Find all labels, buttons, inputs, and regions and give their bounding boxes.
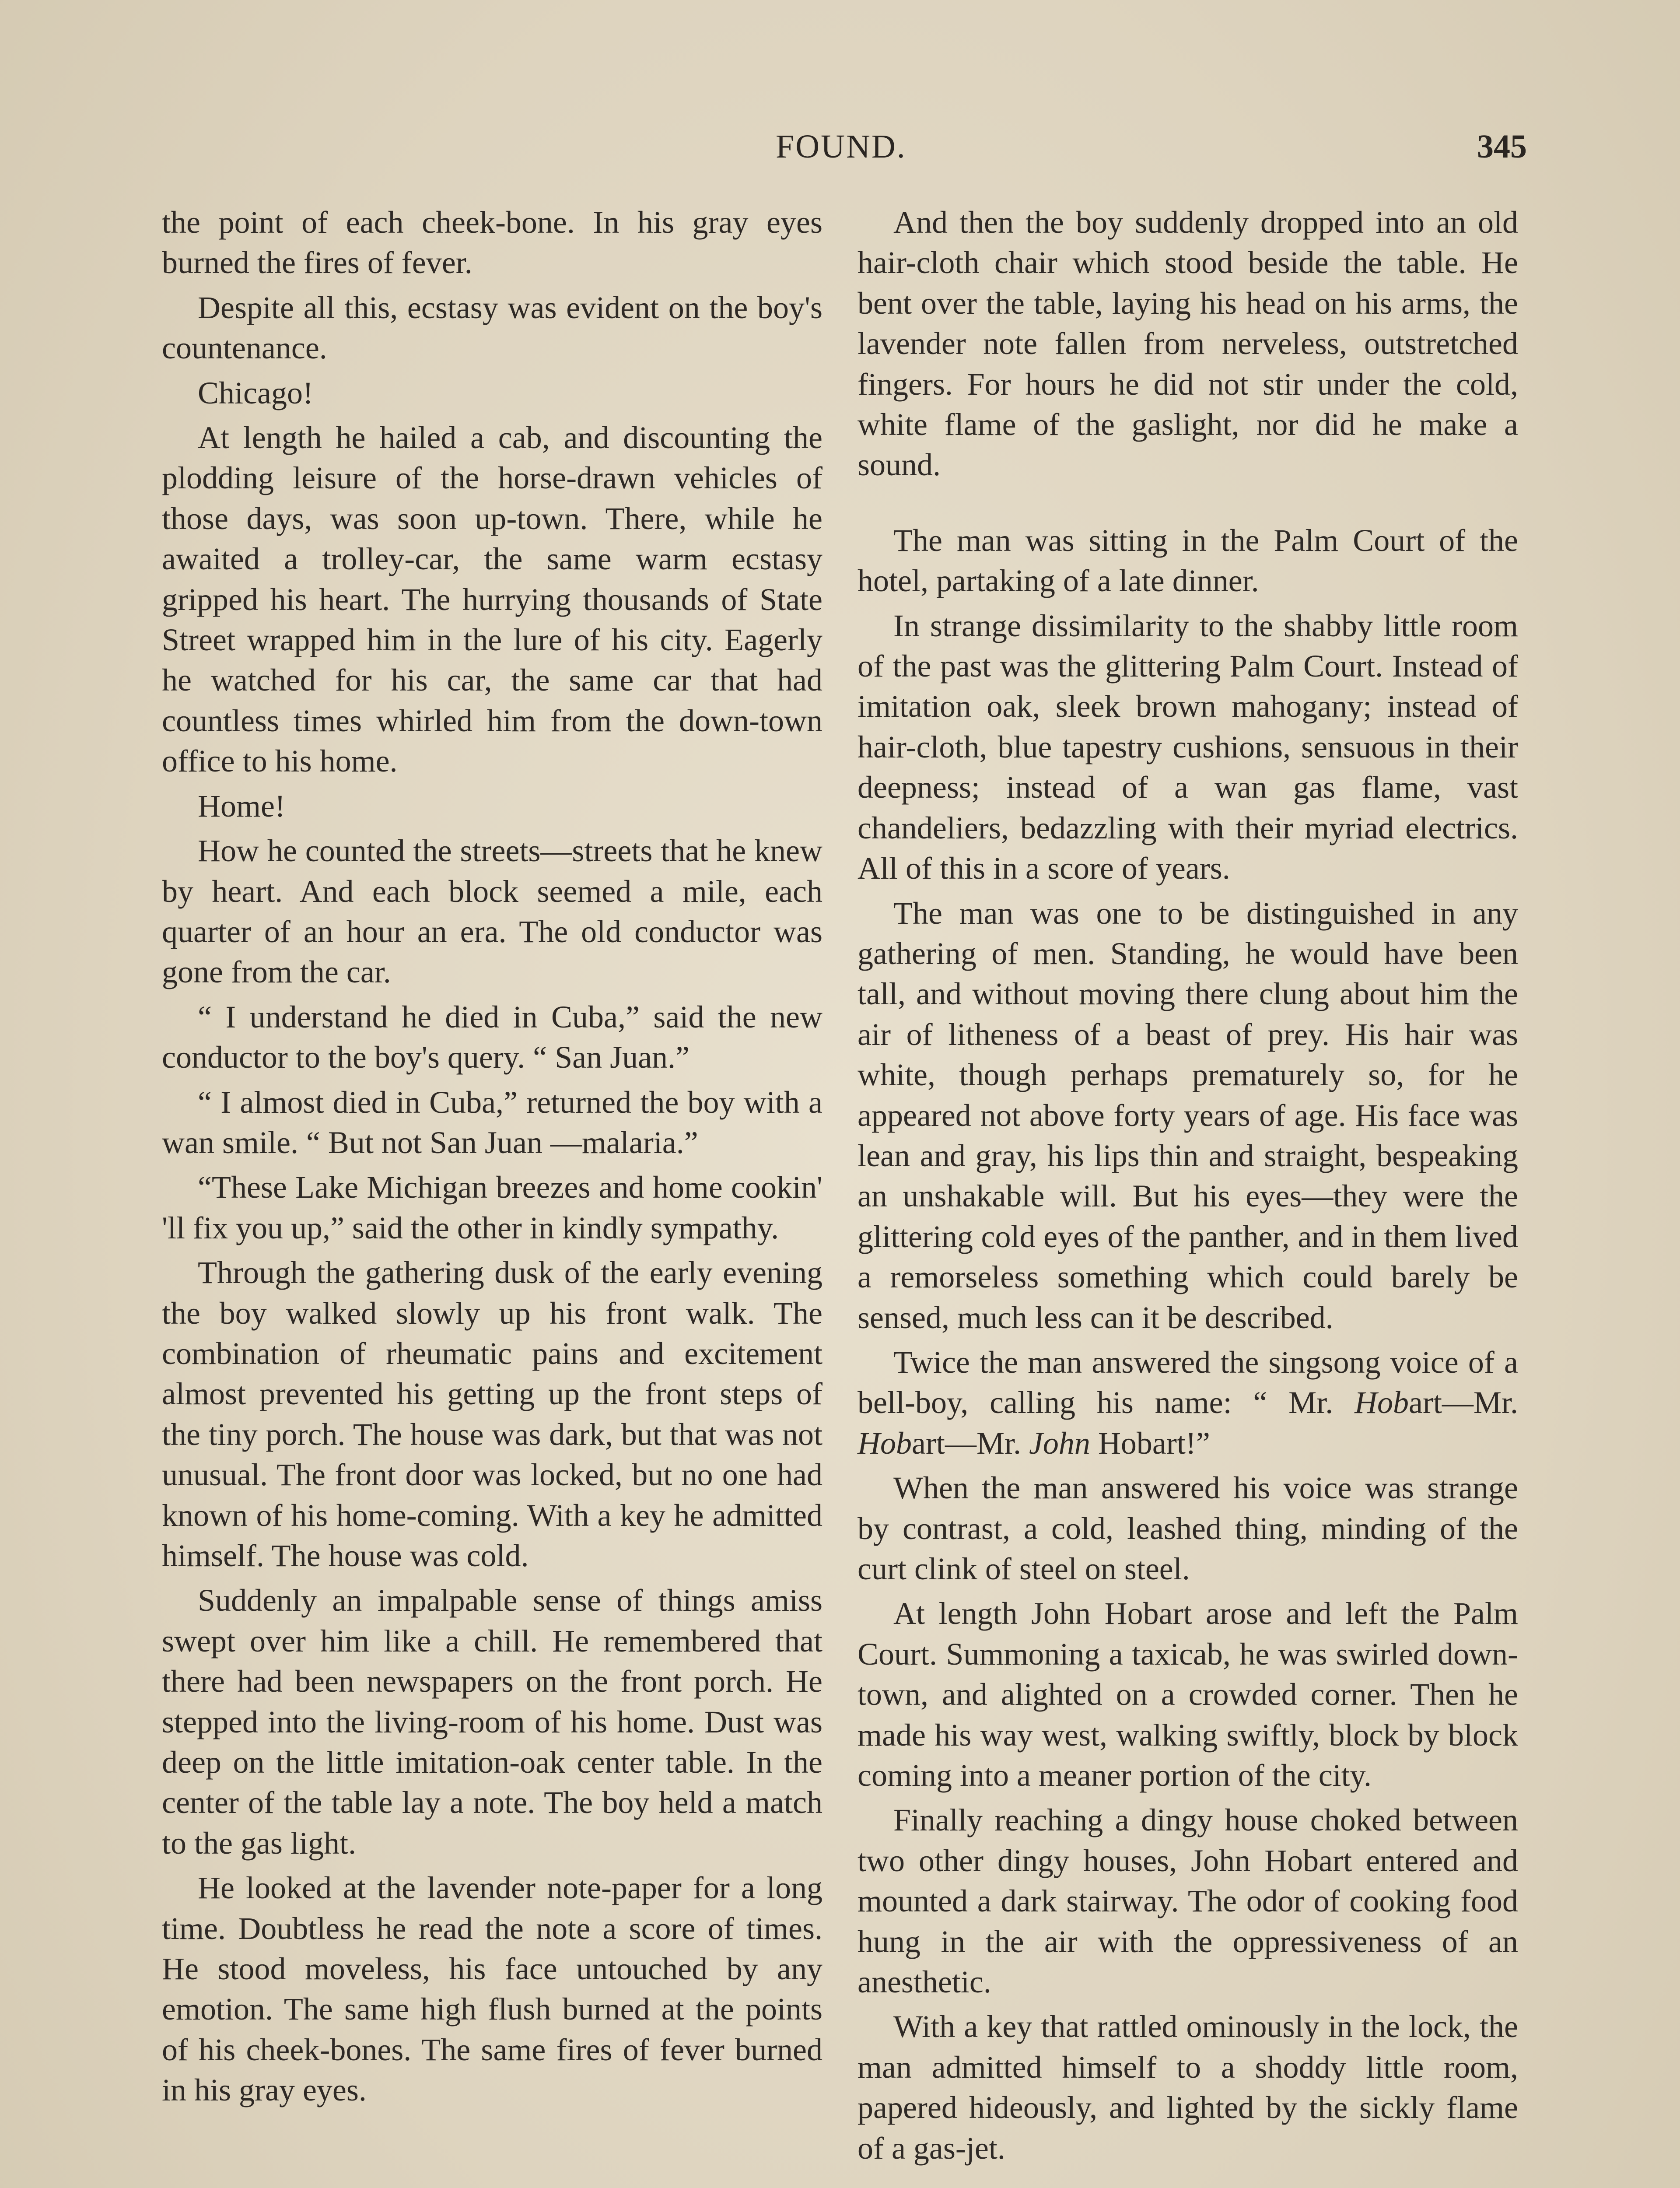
paragraph: At length John Hobart arose and left the Palm Court. Summoning a taxicab, he was swirled down-town, and alighted on a crowded corner. Then he made his way west, walking swiftly, block by block coming into a meaner portion of the city. (858, 1596, 1518, 1793)
italic-run: Hob (858, 1425, 912, 1461)
paragraph: How he counted the streets—streets that he knew by heart. And each block seemed a mile, each quarter of an hour an era. The old conductor was gone from the car. (162, 833, 822, 990)
paragraph: the point of each cheek-bone. In his gray eyes burned the fires of fever. (162, 205, 822, 281)
paragraph: And then the boy suddenly dropped into an old hair-cloth chair which stood beside the table. He bent over the table, laying his head on his arms, the lavender note fallen from nerveless, outstretched fingers. For hours he did not stir under the cold, white flame of the gaslight, nor did he make a sound. (858, 205, 1518, 483)
running-title: FOUND. (776, 128, 906, 165)
left-column (162, 202, 822, 2115)
paragraph: Suddenly an impalpable sense of things amiss swept over him like a chill. He remembered that there had been newspapers on the front porch. He stepped into the living-room of his home. Dust was deep on the little imitation-oak center table. In the center of the table lay a note. The boy held a match to the gas light. (162, 1583, 822, 1861)
paragraph: In strange dissimilarity to the shabby little room of the past was the glittering Palm Court. Instead of imitation oak, sleek brown mahogany; instead of hair-cloth, blue tapestry cushions, sensuous in their deepness; instead of a wan gas flame, vast chandeliers, bedazzling with their myriad electrics. All of this in a score of years. (858, 608, 1518, 886)
paragraph: “ I almost died in Cuba,” returned the boy with a wan smile. “ But not San Juan —malaria.” (162, 1084, 822, 1160)
italic-run: John (1029, 1425, 1090, 1461)
paragraph-bell-boy (858, 1342, 1518, 1463)
paragraph: The man was sitting in the Palm Court of the hotel, partaking of a late dinner. (858, 522, 1518, 599)
paragraph: Home! (198, 788, 285, 824)
right-column (858, 202, 1518, 2173)
text-run: art—Mr. (912, 1425, 1021, 1461)
italic-run: Hob (1354, 1385, 1409, 1420)
paragraph: “These Lake Michigan breezes and home cookin' 'll fix you up,” said the other in kindly sympathy. (162, 1170, 822, 1245)
paragraph: Through the gathering dusk of the early evening the boy walked slowly up his front walk. The combination of rheumatic pains and excitement almost prevented his getting up the front steps of the tiny porch. The house was dark, but that was not unusual. The front door was locked, but no one had known of his home-coming. With a key he admitted himself. The house was cold. (162, 1255, 822, 1573)
paragraph: Finally reaching a dingy house choked between two other dingy houses, John Hobart entered and mounted a dark stairway. The odor of cooking food hung in the air with the oppressiveness of an anesthetic. (858, 1802, 1518, 2000)
page-header (166, 128, 1527, 176)
text-run: Twice the man answered the singsong voice of a bell-boy, calling his name: “ Mr. (858, 1344, 1518, 1420)
paragraph: When the man answered his voice was strange by contrast, a cold, leashed thing, minding of the curt clink of steel on steel. (858, 1470, 1518, 1586)
text-run: Hobart!” (1098, 1425, 1210, 1461)
paragraph: With a key that rattled ominously in the lock, the man admitted himself to a shoddy little room, papered hideously, and lighted by the sickly flame of a gas-jet. (858, 2009, 1518, 2166)
paragraph: Despite all this, ecstasy was evident on the boy's countenance. (162, 290, 822, 366)
paragraph: At length he hailed a cab, and discounting the plodding leisure of the horse-drawn vehicles of those days, was soon up-town. There, while he awaited a trolley-car, the same warm ecstasy gripped his heart. The hurrying thousands of State Street wrapped him in the lure of his city. Eagerly he watched for his car, the same car that had countless times whirled him from the down-town office to his home. (162, 420, 822, 779)
paragraph: Chicago! (198, 375, 313, 410)
paragraph: The man was one to be distinguished in any gathering of men. Standing, he would have been tall, and without moving there clung about him the air of litheness of a beast of prey. His hair was white, though perhaps prematurely so, for he appeared not above forty years of age. His face was lean and gray, his lips thin and straight, bespeaking an unshakable will. But his eyes—they were the glittering cold eyes of the panther, and in them lived a remorseless something which could barely be sensed, much less can it be described. (858, 895, 1518, 1335)
page-number: 345 (1477, 128, 1527, 165)
text-run: art—Mr. (1409, 1385, 1519, 1420)
paragraph: “ I understand he died in Cuba,” said the new conductor to the boy's query. “ San Juan.” (162, 999, 822, 1075)
paragraph: He looked at the lavender note-paper for a long time. Doubtless he read the note a score of times. He stood moveless, his face untouched by any emotion. The same high flush burned at the points of his cheek-bones. The same fires of fever burned in his gray eyes. (162, 1870, 822, 2108)
